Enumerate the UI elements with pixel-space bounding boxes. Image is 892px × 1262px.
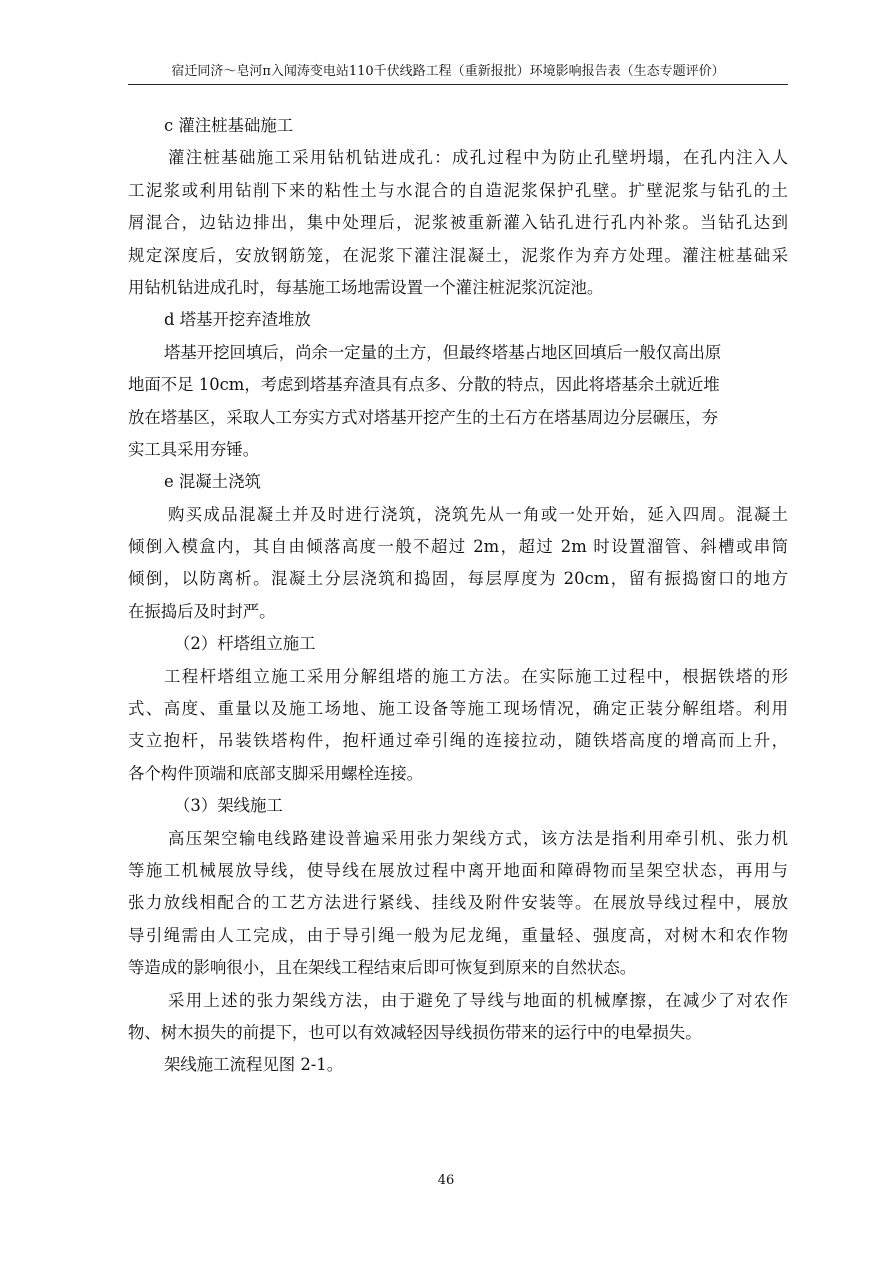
text-line: 倾倒入模盒内，其自由倾落高度一般不超过 2m，超过 2m 时设置溜管、斜槽或串筒 — [128, 537, 788, 557]
text-line: 倾倒，以防离析。混凝土分层浇筑和捣固，每层厚度为 20cm，留有振捣窗口的地方 — [128, 569, 788, 589]
text-line: 灌注桩基础施工采用钻机钻进成孔：成孔过程中为防止孔壁坍塌，在孔内注入人 — [168, 148, 788, 168]
text-line: 支立抱杆，吊装铁塔构件，抱杆通过牵引绳的连接拉动，随铁塔高度的增高而上升， — [128, 731, 788, 751]
text-line: 工程杆塔组立施工采用分解组塔的施工方法。在实际施工过程中，根据铁塔的形 — [164, 666, 788, 686]
text-line: 塔基开挖回填后，尚余一定量的土方，但最终塔基占地区回填后一般仅高出原 — [164, 342, 722, 362]
text-line: （2）杆塔组立施工 — [174, 634, 316, 654]
text-line: 用钻机钻进成孔时，每基施工场地需设置一个灌注桩泥浆沉淀池。 — [128, 277, 604, 297]
text-line: 等造成的影响很小，且在架线工程结束后即可恢复到原来的自然状态。 — [128, 958, 637, 978]
text-line: 架线施工流程见图 2-1。 — [164, 1055, 344, 1075]
document-body — [128, 110, 788, 1082]
page-number: 46 — [437, 1173, 455, 1188]
text-line: （3）架线施工 — [174, 796, 283, 816]
text-line: d 塔基开挖弃渣堆放 — [164, 310, 311, 330]
text-line: 工泥浆或利用钻削下来的粘性土与水混合的自造泥浆保护孔壁。扩壁泥浆与钻孔的土 — [128, 180, 788, 200]
text-line: 屑混合，边钻边排出，集中处理后，泥浆被重新灌入钻孔进行孔内补浆。当钻孔达到 — [128, 213, 788, 233]
text-line: 等施工机械展放导线，使导线在展放过程中离开地面和障碍物而呈架空状态，再用与 — [128, 860, 788, 880]
text-line: 物、树木损失的前提下，也可以有效减轻因导线损伤带来的运行中的电晕损失。 — [128, 1022, 702, 1042]
page-header: 宿迁同济～皂河π入闻涛变电站110千伏线路工程（重新报批）环境影响报告表（生态专题评价） — [171, 64, 725, 79]
text-line: 购买成品混凝土并及时进行浇筑，浇筑先从一角或一处开始，延入四周。混凝土 — [168, 504, 788, 524]
text-line: 各个构件顶端和底部支脚采用螺栓连接。 — [128, 763, 424, 783]
text-line: 实工具采用夯锤。 — [128, 439, 260, 459]
text-line: 导引绳需由人工完成，由于导引绳一般为尼龙绳，重量轻、强度高，对树木和农作物 — [128, 925, 788, 945]
text-line: 式、高度、重量以及施工场地、施工设备等施工现场情况，确定正装分解组塔。利用 — [128, 699, 788, 719]
text-line: 地面不足 10cm，考虑到塔基弃渣具有点多、分散的特点，因此将塔基余土就近堆 — [128, 375, 720, 395]
text-line: 放在塔基区，采取人工夯实方式对塔基开挖产生的土石方在塔基周边分层碾压，夯 — [128, 407, 719, 427]
text-line: 在振捣后及时封严。 — [128, 601, 276, 621]
text-line: 张力放线相配合的工艺方法进行紧线、挂线及附件安装等。在展放导线过程中，展放 — [128, 893, 788, 913]
text-line: c 灌注桩基础施工 — [164, 116, 294, 135]
text-line: 规定深度后，安放钢筋笼，在泥浆下灌注混凝土，泥浆作为弃方处理。灌注桩基础采 — [128, 245, 788, 265]
text-line: 高压架空输电线路建设普遍采用张力架线方式，该方法是指利用牵引机、张力机 — [168, 828, 788, 848]
text-line: e 混凝土浇筑 — [164, 472, 261, 492]
header-rule — [128, 84, 788, 85]
text-line: 采用上述的张力架线方法，由于避免了导线与地面的机械摩擦，在减少了对农作 — [168, 990, 788, 1010]
